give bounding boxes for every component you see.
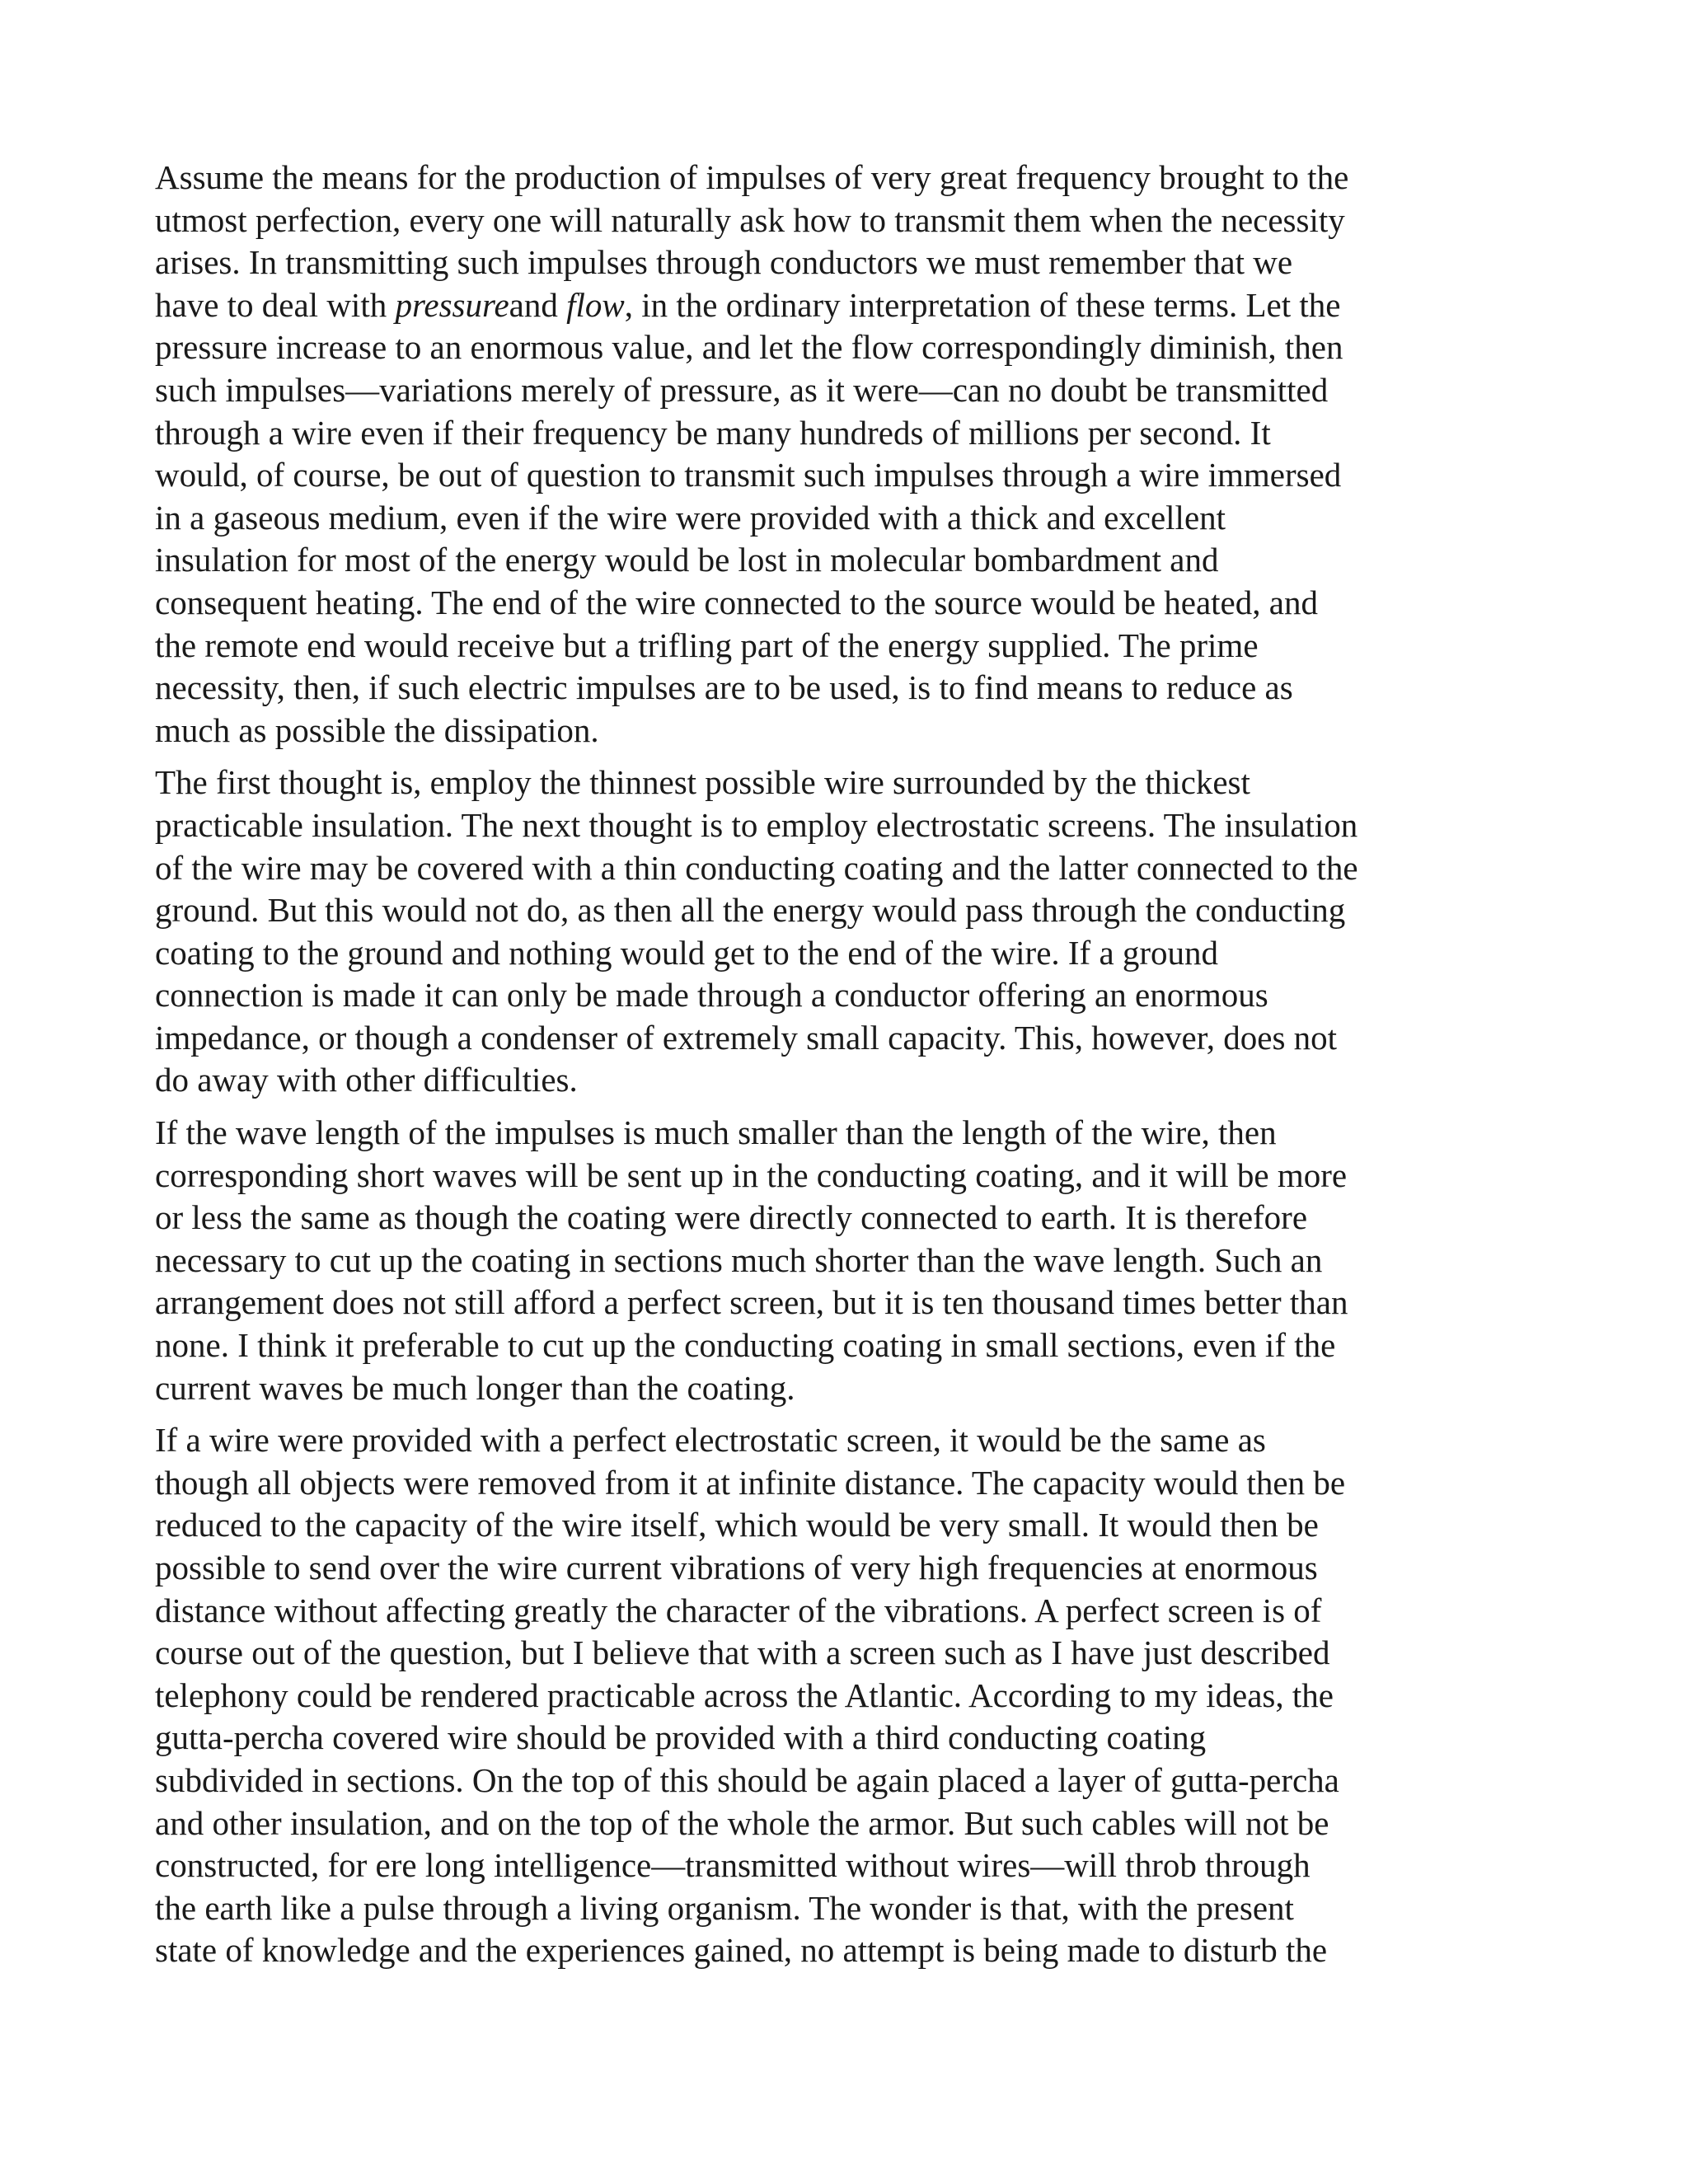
text-line: possible to send over the wire current vibrations of very high frequencies at enormous xyxy=(155,1549,1318,1586)
document-page xyxy=(155,157,1540,1982)
text-line: through a wire even if their frequency be many hundreds of millions per second. It xyxy=(155,413,1271,452)
italic-term-flow: flow xyxy=(566,285,625,324)
text-line: gutta-percha covered wire should be provided with a third conducting coating xyxy=(155,1718,1207,1757)
text-line: distance without affecting greatly the character of the vibrations. A perfect screen is of xyxy=(155,1591,1322,1629)
text-line: Assume the means for the production of impulses of very great frequency brought to the xyxy=(155,158,1349,196)
text-line: telephony could be rendered practicable across the Atlantic. According to my ideas, the xyxy=(155,1675,1334,1714)
text-line: utmost perfection, every one will naturally ask how to transmit them when the necessity xyxy=(155,200,1345,239)
text-run: , in the ordinary interpretation of these terms. Let the xyxy=(624,285,1341,324)
text-line: subdivided in sections. On the top of this should be again placed a layer of gutta-percha xyxy=(155,1760,1339,1799)
text-line: impedance, or though a condenser of extremely small capacity. This, however, does not xyxy=(155,1018,1338,1057)
text-line: though all objects were removed from it at infinite distance. The capacity would then be xyxy=(155,1463,1346,1502)
text-line: necessity, then, if such electric impulses are to be used, is to find means to reduce as xyxy=(155,668,1293,707)
text-line: ground. But this would not do, as then all the energy would pass through the conducting xyxy=(155,891,1346,930)
text-line: corresponding short waves will be sent up in the conducting coating, and it will be more xyxy=(155,1155,1348,1194)
text-line: arises. In transmitting such impulses through conductors we must remember that we xyxy=(155,243,1293,282)
text-line: arrangement does not still afford a perfect screen, but it is ten thousand times better than xyxy=(155,1283,1348,1322)
text-line: constructed, for ere long intelligence—transmitted without wires—will throb through xyxy=(155,1846,1311,1885)
text-line: or less the same as though the coating were directly connected to earth. It is therefore xyxy=(155,1198,1308,1237)
text-line: do away with other difficulties. xyxy=(155,1061,578,1099)
text-run: have to deal with xyxy=(155,285,396,324)
text-line: connection is made it can only be made through a conductor offering an enormous xyxy=(155,976,1268,1015)
text-line: state of knowledge and the experiences gained, no attempt is being made to disturb the xyxy=(155,1931,1328,1970)
text-line: of the wire may be covered with a thin conducting coating and the latter connected to the xyxy=(155,848,1358,887)
text-line: and other insulation, and on the top of the whole the armor. But such cables will not be xyxy=(155,1803,1329,1842)
paragraph-2 xyxy=(155,762,1540,1102)
text-line: If the wave length of the impulses is much smaller than the length of the wire, then xyxy=(155,1113,1277,1152)
text-line: the earth like a pulse through a living organism. The wonder is that, with the present xyxy=(155,1888,1294,1927)
text-line: coating to the ground and nothing would get to the end of the wire. If a ground xyxy=(155,933,1219,972)
paragraph-1 xyxy=(155,157,1540,752)
text-line: in a gaseous medium, even if the wire were provided with a thick and excellent xyxy=(155,498,1226,537)
text-line: practicable insulation. The next thought is to employ electrostatic screens. The insulation xyxy=(155,805,1358,844)
text-line: such impulses—variations merely of pressure, as it were—can no doubt be transmitted xyxy=(155,370,1329,409)
text-line xyxy=(155,284,1540,327)
text-line: necessary to cut up the coating in sections much shorter than the wave length. Such an xyxy=(155,1240,1323,1279)
text-line: The first thought is, employ the thinnest possible wire surrounded by the thickest xyxy=(155,763,1250,802)
text-line: would, of course, be out of question to transmit such impulses through a wire immersed xyxy=(155,456,1342,494)
paragraph-4 xyxy=(155,1419,1540,1972)
text-line: If a wire were provided with a perfect electrostatic screen, it would be the same as xyxy=(155,1421,1266,1460)
text-run: and xyxy=(509,285,567,324)
text-line: consequent heating. The end of the wire connected to the source would be heated, and xyxy=(155,583,1318,621)
paragraph-3 xyxy=(155,1112,1540,1409)
text-line: current waves be much longer than the coating. xyxy=(155,1368,795,1407)
text-line: the remote end would receive but a trifling part of the energy supplied. The prime xyxy=(155,626,1259,664)
text-line: course out of the question, but I believe that with a screen such as I have just described xyxy=(155,1633,1330,1672)
text-line: insulation for most of the energy would be lost in molecular bombardment and xyxy=(155,541,1219,579)
text-line: pressure increase to an enormous value, and let the flow correspondingly diminish, then xyxy=(155,328,1343,367)
text-line: reduced to the capacity of the wire itself, which would be very small. It would then be xyxy=(155,1506,1319,1544)
italic-term-pressure: pressure xyxy=(395,285,509,324)
text-line: much as possible the dissipation. xyxy=(155,710,599,749)
text-line: none. I think it preferable to cut up the conducting coating in small sections, even if the xyxy=(155,1326,1336,1365)
